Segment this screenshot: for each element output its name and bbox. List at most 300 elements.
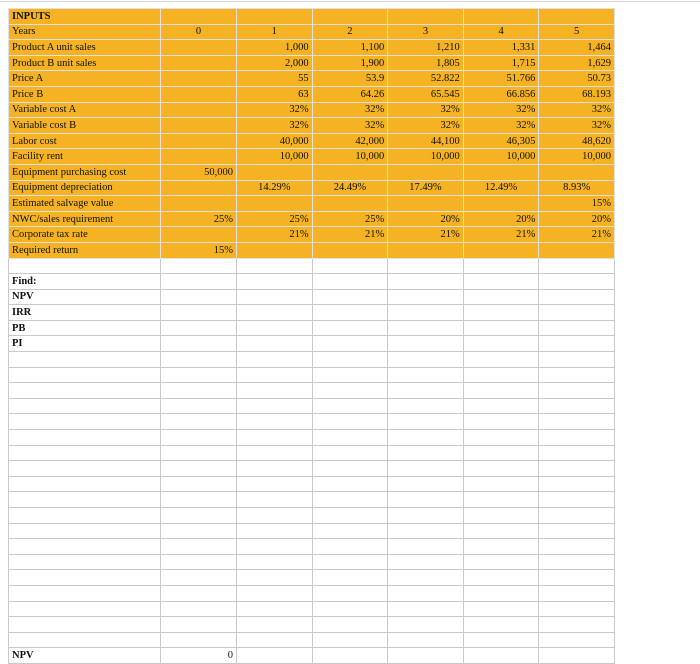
value-cell[interactable]: 52.822 bbox=[388, 71, 464, 87]
empty-cell[interactable] bbox=[237, 632, 313, 648]
value-cell[interactable] bbox=[312, 196, 388, 212]
empty-cell[interactable] bbox=[463, 445, 539, 461]
empty-cell[interactable] bbox=[9, 258, 161, 274]
value-cell[interactable] bbox=[161, 40, 237, 56]
value-cell[interactable]: 32% bbox=[539, 118, 615, 134]
value-cell[interactable] bbox=[463, 242, 539, 258]
find-item-label[interactable]: NPV bbox=[9, 289, 161, 305]
empty-cell[interactable] bbox=[388, 289, 464, 305]
empty-cell[interactable] bbox=[539, 258, 615, 274]
value-cell[interactable]: 1,000 bbox=[237, 40, 313, 56]
empty-cell[interactable] bbox=[388, 648, 464, 664]
empty-cell[interactable] bbox=[463, 601, 539, 617]
empty-cell[interactable] bbox=[463, 305, 539, 321]
input-row bbox=[9, 180, 615, 196]
value-cell[interactable]: 25% bbox=[237, 211, 313, 227]
value-cell[interactable] bbox=[161, 196, 237, 212]
find-item-label[interactable]: PB bbox=[9, 320, 161, 336]
inputs-title[interactable]: INPUTS bbox=[9, 9, 161, 25]
empty-cell[interactable] bbox=[388, 320, 464, 336]
input-row bbox=[9, 242, 615, 258]
empty-cell[interactable] bbox=[9, 492, 161, 508]
empty-cell[interactable] bbox=[161, 617, 237, 633]
empty-cell[interactable] bbox=[161, 632, 237, 648]
value-cell[interactable]: 32% bbox=[312, 102, 388, 118]
empty-cell[interactable] bbox=[161, 508, 237, 524]
value-cell[interactable]: 63 bbox=[237, 86, 313, 102]
empty-cell[interactable] bbox=[463, 352, 539, 368]
empty-cell[interactable] bbox=[161, 336, 237, 352]
row-label[interactable]: Equipment purchasing cost bbox=[9, 164, 161, 180]
empty-cell[interactable] bbox=[312, 476, 388, 492]
empty-cell[interactable] bbox=[9, 617, 161, 633]
empty-cell[interactable] bbox=[463, 320, 539, 336]
empty-cell[interactable] bbox=[312, 336, 388, 352]
empty-cell[interactable] bbox=[237, 492, 313, 508]
value-cell[interactable] bbox=[539, 164, 615, 180]
empty-cell[interactable] bbox=[539, 398, 615, 414]
empty-cell[interactable] bbox=[463, 258, 539, 274]
value-cell[interactable]: 32% bbox=[388, 118, 464, 134]
value-cell[interactable]: 17.49% bbox=[388, 180, 464, 196]
value-cell[interactable]: 21% bbox=[388, 227, 464, 243]
value-cell[interactable]: 65.545 bbox=[388, 86, 464, 102]
empty-cell[interactable] bbox=[463, 648, 539, 664]
empty-cell[interactable] bbox=[237, 585, 313, 601]
empty-cell[interactable] bbox=[539, 9, 615, 25]
empty-cell[interactable] bbox=[161, 492, 237, 508]
empty-cell[interactable] bbox=[237, 398, 313, 414]
empty-cell[interactable] bbox=[9, 430, 161, 446]
empty-cell[interactable] bbox=[161, 305, 237, 321]
value-cell[interactable] bbox=[463, 164, 539, 180]
value-cell[interactable]: 25% bbox=[312, 211, 388, 227]
empty-cell[interactable] bbox=[161, 320, 237, 336]
empty-cell[interactable] bbox=[237, 508, 313, 524]
empty-cell[interactable] bbox=[161, 9, 237, 25]
find-item-label[interactable]: IRR bbox=[9, 305, 161, 321]
empty-row bbox=[9, 398, 615, 414]
empty-cell[interactable] bbox=[237, 305, 313, 321]
value-cell[interactable] bbox=[161, 180, 237, 196]
empty-cell[interactable] bbox=[539, 320, 615, 336]
empty-cell[interactable] bbox=[237, 461, 313, 477]
empty-cell[interactable] bbox=[463, 274, 539, 290]
empty-cell[interactable] bbox=[312, 461, 388, 477]
empty-cell[interactable] bbox=[463, 414, 539, 430]
value-cell[interactable]: 32% bbox=[463, 118, 539, 134]
empty-cell[interactable] bbox=[539, 289, 615, 305]
value-cell[interactable]: 15% bbox=[161, 242, 237, 258]
empty-cell[interactable] bbox=[237, 352, 313, 368]
value-cell[interactable]: 1 bbox=[237, 24, 313, 40]
empty-cell[interactable] bbox=[237, 539, 313, 555]
value-cell[interactable]: 10,000 bbox=[539, 149, 615, 165]
empty-cell[interactable] bbox=[161, 414, 237, 430]
empty-cell[interactable] bbox=[312, 492, 388, 508]
empty-cell[interactable] bbox=[539, 570, 615, 586]
empty-cell[interactable] bbox=[161, 430, 237, 446]
empty-cell[interactable] bbox=[388, 336, 464, 352]
empty-cell[interactable] bbox=[312, 617, 388, 633]
value-cell[interactable]: 1,715 bbox=[463, 55, 539, 71]
empty-cell[interactable] bbox=[312, 367, 388, 383]
empty-cell[interactable] bbox=[539, 523, 615, 539]
empty-cell[interactable] bbox=[388, 492, 464, 508]
empty-cell[interactable] bbox=[161, 554, 237, 570]
value-cell[interactable] bbox=[312, 242, 388, 258]
value-cell[interactable]: 48,620 bbox=[539, 133, 615, 149]
row-label[interactable]: Labor cost bbox=[9, 133, 161, 149]
empty-cell[interactable] bbox=[539, 632, 615, 648]
value-cell[interactable] bbox=[161, 55, 237, 71]
empty-cell[interactable] bbox=[463, 398, 539, 414]
row-label[interactable]: Facility rent bbox=[9, 149, 161, 165]
empty-cell[interactable] bbox=[9, 461, 161, 477]
value-cell[interactable] bbox=[388, 196, 464, 212]
empty-cell[interactable] bbox=[9, 585, 161, 601]
empty-cell[interactable] bbox=[237, 523, 313, 539]
empty-cell[interactable] bbox=[539, 352, 615, 368]
value-cell[interactable] bbox=[161, 102, 237, 118]
empty-cell[interactable] bbox=[9, 508, 161, 524]
value-cell[interactable]: 42,000 bbox=[312, 133, 388, 149]
value-cell[interactable]: 20% bbox=[463, 211, 539, 227]
empty-cell[interactable] bbox=[388, 601, 464, 617]
empty-cell[interactable] bbox=[539, 383, 615, 399]
empty-cell[interactable] bbox=[9, 352, 161, 368]
empty-cell[interactable] bbox=[539, 445, 615, 461]
empty-cell[interactable] bbox=[463, 632, 539, 648]
value-cell[interactable]: 51.766 bbox=[463, 71, 539, 87]
empty-cell[interactable] bbox=[161, 383, 237, 399]
value-cell[interactable] bbox=[237, 164, 313, 180]
empty-cell[interactable] bbox=[388, 617, 464, 633]
empty-cell[interactable] bbox=[388, 305, 464, 321]
find-label[interactable]: Find: bbox=[9, 274, 161, 290]
empty-cell[interactable] bbox=[463, 367, 539, 383]
value-cell[interactable]: 32% bbox=[237, 118, 313, 134]
empty-cell[interactable] bbox=[9, 601, 161, 617]
value-cell[interactable]: 20% bbox=[388, 211, 464, 227]
empty-cell[interactable] bbox=[388, 383, 464, 399]
value-cell[interactable] bbox=[237, 242, 313, 258]
empty-cell[interactable] bbox=[388, 461, 464, 477]
value-cell[interactable]: 25% bbox=[161, 211, 237, 227]
empty-cell[interactable] bbox=[9, 414, 161, 430]
empty-cell[interactable] bbox=[388, 9, 464, 25]
empty-cell[interactable] bbox=[161, 289, 237, 305]
empty-cell[interactable] bbox=[312, 383, 388, 399]
empty-cell[interactable] bbox=[388, 414, 464, 430]
input-row bbox=[9, 211, 615, 227]
empty-cell[interactable] bbox=[312, 398, 388, 414]
value-cell[interactable] bbox=[161, 86, 237, 102]
row-label[interactable]: Years bbox=[9, 24, 161, 40]
empty-cell[interactable] bbox=[312, 539, 388, 555]
empty-cell[interactable] bbox=[388, 367, 464, 383]
empty-cell[interactable] bbox=[161, 445, 237, 461]
empty-cell[interactable] bbox=[312, 554, 388, 570]
empty-cell[interactable] bbox=[237, 617, 313, 633]
empty-cell[interactable] bbox=[463, 430, 539, 446]
value-cell[interactable]: 1,210 bbox=[388, 40, 464, 56]
value-cell[interactable] bbox=[237, 196, 313, 212]
empty-cell[interactable] bbox=[161, 523, 237, 539]
empty-cell[interactable] bbox=[9, 445, 161, 461]
empty-cell[interactable] bbox=[9, 476, 161, 492]
value-cell[interactable]: 21% bbox=[463, 227, 539, 243]
empty-cell[interactable] bbox=[237, 430, 313, 446]
empty-cell[interactable] bbox=[463, 383, 539, 399]
input-row bbox=[9, 149, 615, 165]
value-cell[interactable]: 2,000 bbox=[237, 55, 313, 71]
empty-cell[interactable] bbox=[161, 258, 237, 274]
empty-cell[interactable] bbox=[388, 274, 464, 290]
empty-cell[interactable] bbox=[388, 476, 464, 492]
empty-cell[interactable] bbox=[9, 398, 161, 414]
row-label[interactable]: Price A bbox=[9, 71, 161, 87]
row-label[interactable]: Estimated salvage value bbox=[9, 196, 161, 212]
row-label[interactable]: Corporate tax rate bbox=[9, 227, 161, 243]
empty-cell[interactable] bbox=[388, 539, 464, 555]
value-cell[interactable]: 32% bbox=[237, 102, 313, 118]
value-cell[interactable]: 12.49% bbox=[463, 180, 539, 196]
row-label[interactable]: Variable cost A bbox=[9, 102, 161, 118]
empty-cell[interactable] bbox=[161, 367, 237, 383]
empty-cell[interactable] bbox=[463, 523, 539, 539]
value-cell[interactable]: 15% bbox=[539, 196, 615, 212]
empty-cell[interactable] bbox=[312, 523, 388, 539]
empty-cell[interactable] bbox=[539, 336, 615, 352]
empty-cell[interactable] bbox=[463, 585, 539, 601]
empty-cell[interactable] bbox=[388, 258, 464, 274]
npv-label[interactable]: NPV bbox=[9, 648, 161, 664]
row-label[interactable]: NWC/sales requirement bbox=[9, 211, 161, 227]
empty-cell[interactable] bbox=[237, 336, 313, 352]
value-cell[interactable] bbox=[161, 149, 237, 165]
value-cell[interactable]: 64.26 bbox=[312, 86, 388, 102]
empty-cell[interactable] bbox=[463, 461, 539, 477]
empty-cell[interactable] bbox=[237, 601, 313, 617]
value-cell[interactable]: 2 bbox=[312, 24, 388, 40]
value-cell[interactable]: 53.9 bbox=[312, 71, 388, 87]
value-cell[interactable]: 21% bbox=[539, 227, 615, 243]
empty-cell[interactable] bbox=[237, 476, 313, 492]
row-label[interactable]: Product B unit sales bbox=[9, 55, 161, 71]
empty-cell[interactable] bbox=[237, 320, 313, 336]
empty-cell[interactable] bbox=[312, 274, 388, 290]
value-cell[interactable]: 10,000 bbox=[237, 149, 313, 165]
empty-cell[interactable] bbox=[237, 289, 313, 305]
empty-cell[interactable] bbox=[312, 585, 388, 601]
value-cell[interactable] bbox=[388, 242, 464, 258]
value-cell[interactable] bbox=[388, 164, 464, 180]
empty-cell[interactable] bbox=[312, 258, 388, 274]
empty-cell[interactable] bbox=[539, 476, 615, 492]
empty-cell[interactable] bbox=[463, 289, 539, 305]
value-cell[interactable]: 1,331 bbox=[463, 40, 539, 56]
empty-cell[interactable] bbox=[161, 352, 237, 368]
empty-cell[interactable] bbox=[388, 632, 464, 648]
empty-cell[interactable] bbox=[539, 508, 615, 524]
empty-cell[interactable] bbox=[9, 539, 161, 555]
empty-cell[interactable] bbox=[237, 414, 313, 430]
empty-cell[interactable] bbox=[463, 336, 539, 352]
value-cell[interactable]: 4 bbox=[463, 24, 539, 40]
empty-cell[interactable] bbox=[539, 367, 615, 383]
value-cell[interactable]: 10,000 bbox=[463, 149, 539, 165]
empty-cell[interactable] bbox=[161, 476, 237, 492]
empty-cell[interactable] bbox=[463, 508, 539, 524]
value-cell[interactable] bbox=[161, 133, 237, 149]
empty-cell[interactable] bbox=[237, 570, 313, 586]
empty-cell[interactable] bbox=[312, 632, 388, 648]
value-cell[interactable]: 44,100 bbox=[388, 133, 464, 149]
empty-cell[interactable] bbox=[237, 383, 313, 399]
empty-cell[interactable] bbox=[161, 539, 237, 555]
value-cell[interactable]: 50,000 bbox=[161, 164, 237, 180]
value-cell[interactable]: 32% bbox=[388, 102, 464, 118]
empty-cell[interactable] bbox=[237, 258, 313, 274]
value-cell[interactable]: 21% bbox=[237, 227, 313, 243]
empty-cell[interactable] bbox=[539, 305, 615, 321]
value-cell[interactable] bbox=[539, 242, 615, 258]
value-cell[interactable]: 40,000 bbox=[237, 133, 313, 149]
value-cell[interactable]: 20% bbox=[539, 211, 615, 227]
empty-cell[interactable] bbox=[388, 445, 464, 461]
value-cell[interactable]: 1,464 bbox=[539, 40, 615, 56]
empty-cell[interactable] bbox=[539, 274, 615, 290]
empty-cell[interactable] bbox=[9, 383, 161, 399]
value-cell[interactable]: 32% bbox=[312, 118, 388, 134]
value-cell[interactable]: 24.49% bbox=[312, 180, 388, 196]
empty-cell[interactable] bbox=[463, 492, 539, 508]
empty-cell[interactable] bbox=[161, 274, 237, 290]
value-cell[interactable]: 66.856 bbox=[463, 86, 539, 102]
empty-cell[interactable] bbox=[388, 554, 464, 570]
empty-cell[interactable] bbox=[237, 367, 313, 383]
empty-cell[interactable] bbox=[312, 601, 388, 617]
value-cell[interactable] bbox=[161, 227, 237, 243]
empty-cell[interactable] bbox=[463, 570, 539, 586]
value-cell[interactable]: 32% bbox=[463, 102, 539, 118]
empty-cell[interactable] bbox=[161, 461, 237, 477]
empty-cell[interactable] bbox=[539, 601, 615, 617]
empty-cell[interactable] bbox=[237, 554, 313, 570]
empty-cell[interactable] bbox=[237, 9, 313, 25]
empty-cell[interactable] bbox=[539, 414, 615, 430]
row-label[interactable]: Price B bbox=[9, 86, 161, 102]
empty-cell[interactable] bbox=[463, 476, 539, 492]
value-cell[interactable] bbox=[161, 71, 237, 87]
value-cell[interactable]: 1,629 bbox=[539, 55, 615, 71]
empty-cell[interactable] bbox=[161, 398, 237, 414]
empty-cell[interactable] bbox=[388, 352, 464, 368]
input-row bbox=[9, 118, 615, 134]
value-cell[interactable]: 32% bbox=[539, 102, 615, 118]
empty-cell[interactable] bbox=[9, 570, 161, 586]
value-cell[interactable]: 5 bbox=[539, 24, 615, 40]
empty-cell[interactable] bbox=[539, 585, 615, 601]
empty-cell[interactable] bbox=[312, 430, 388, 446]
empty-cell[interactable] bbox=[312, 9, 388, 25]
empty-cell[interactable] bbox=[312, 508, 388, 524]
empty-cell[interactable] bbox=[161, 601, 237, 617]
value-cell[interactable] bbox=[312, 164, 388, 180]
value-cell[interactable]: 21% bbox=[312, 227, 388, 243]
empty-cell[interactable] bbox=[463, 539, 539, 555]
value-cell[interactable]: 8.93% bbox=[539, 180, 615, 196]
empty-cell[interactable] bbox=[539, 539, 615, 555]
value-cell[interactable]: 14.29% bbox=[237, 180, 313, 196]
empty-cell[interactable] bbox=[9, 523, 161, 539]
empty-cell[interactable] bbox=[539, 648, 615, 664]
value-cell[interactable]: 55 bbox=[237, 71, 313, 87]
value-cell[interactable]: 50.73 bbox=[539, 71, 615, 87]
empty-cell[interactable] bbox=[312, 414, 388, 430]
empty-cell[interactable] bbox=[388, 570, 464, 586]
empty-cell[interactable] bbox=[312, 320, 388, 336]
find-item-label[interactable]: PI bbox=[9, 336, 161, 352]
value-cell[interactable]: 1,900 bbox=[312, 55, 388, 71]
empty-cell[interactable] bbox=[312, 648, 388, 664]
empty-cell[interactable] bbox=[237, 445, 313, 461]
empty-cell[interactable] bbox=[9, 554, 161, 570]
value-cell[interactable]: 68.193 bbox=[539, 86, 615, 102]
empty-cell[interactable] bbox=[463, 9, 539, 25]
empty-cell[interactable] bbox=[539, 617, 615, 633]
empty-cell[interactable] bbox=[388, 585, 464, 601]
empty-cell[interactable] bbox=[539, 554, 615, 570]
empty-cell[interactable] bbox=[312, 445, 388, 461]
value-cell[interactable]: 1,805 bbox=[388, 55, 464, 71]
row-label[interactable]: Required return bbox=[9, 242, 161, 258]
empty-cell[interactable] bbox=[161, 570, 237, 586]
empty-cell[interactable] bbox=[388, 430, 464, 446]
empty-cell[interactable] bbox=[237, 648, 313, 664]
row-label[interactable]: Equipment depreciation bbox=[9, 180, 161, 196]
value-cell[interactable]: 1,100 bbox=[312, 40, 388, 56]
empty-cell[interactable] bbox=[463, 554, 539, 570]
value-cell[interactable]: 0 bbox=[161, 24, 237, 40]
value-cell[interactable]: 3 bbox=[388, 24, 464, 40]
empty-cell[interactable] bbox=[539, 461, 615, 477]
empty-cell[interactable] bbox=[539, 430, 615, 446]
empty-cell[interactable] bbox=[9, 367, 161, 383]
empty-cell[interactable] bbox=[312, 570, 388, 586]
empty-cell[interactable] bbox=[161, 585, 237, 601]
npv-value[interactable]: 0 bbox=[161, 648, 237, 664]
value-cell[interactable] bbox=[463, 196, 539, 212]
empty-cell[interactable] bbox=[9, 632, 161, 648]
empty-cell[interactable] bbox=[388, 523, 464, 539]
value-cell[interactable]: 10,000 bbox=[312, 149, 388, 165]
empty-cell[interactable] bbox=[388, 398, 464, 414]
row-label[interactable]: Product A unit sales bbox=[9, 40, 161, 56]
empty-cell[interactable] bbox=[463, 617, 539, 633]
empty-cell[interactable] bbox=[388, 508, 464, 524]
value-cell[interactable]: 46,305 bbox=[463, 133, 539, 149]
empty-cell[interactable] bbox=[312, 305, 388, 321]
empty-cell[interactable] bbox=[237, 274, 313, 290]
value-cell[interactable]: 10,000 bbox=[388, 149, 464, 165]
value-cell[interactable] bbox=[161, 118, 237, 134]
empty-cell[interactable] bbox=[539, 492, 615, 508]
row-label[interactable]: Variable cost B bbox=[9, 118, 161, 134]
empty-cell[interactable] bbox=[312, 352, 388, 368]
empty-cell[interactable] bbox=[312, 289, 388, 305]
